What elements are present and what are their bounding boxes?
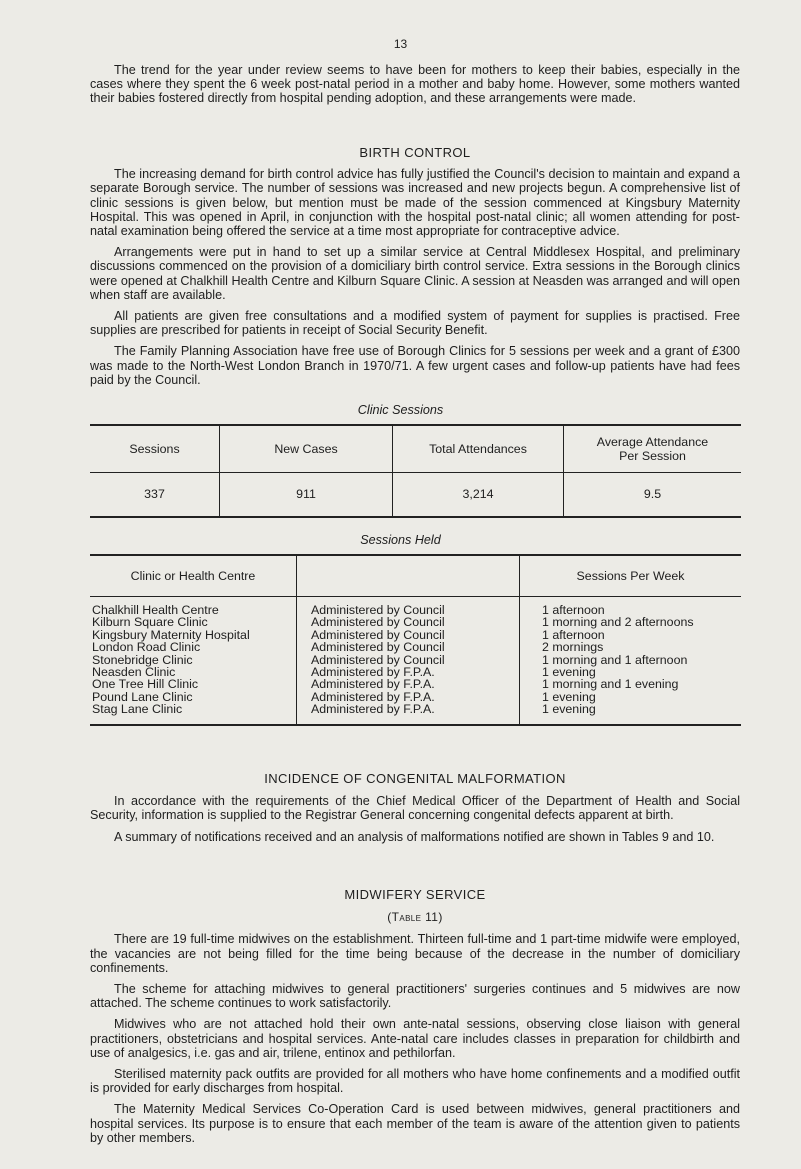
- clinic-name: London Road Clinic: [92, 640, 201, 655]
- congenital-paragraph-2: A summary of notifications received and an analysis of malformations notified are shown in Tables 9 and 10.: [114, 829, 715, 844]
- administered-by: Administered by Council: [311, 627, 445, 642]
- administered-by: Administered by F.P.A.: [311, 702, 435, 717]
- sessions-per-week: 1 evening: [542, 702, 596, 717]
- sessions-held-table: [90, 554, 741, 726]
- midwifery-heading: MIDWIFERY SERVICE: [344, 887, 486, 902]
- sessions-per-week: 2 mornings: [542, 640, 604, 655]
- clinic-name: Chalkhill Health Centre: [92, 603, 219, 617]
- congenital-section: [90, 772, 740, 844]
- administered-by: Administered by Council: [311, 603, 445, 617]
- birth-control-paragraph-3: All patients are given free consultations and a modified system of payment for supplies is practised. Free supplies are prescribed for patients in receipt of Social Security Benefit.: [90, 309, 740, 338]
- administered-by: Administered by Council: [311, 652, 445, 667]
- birth-control-heading: BIRTH CONTROL: [359, 145, 471, 160]
- clinic-name: Kilburn Square Clinic: [92, 615, 208, 630]
- midwifery-paragraph-4: Sterilised maternity pack outfits are provided for all mothers who have home confinements and a modified outfit is provided for early discharges from hospital.: [90, 1067, 740, 1096]
- clinic-name: Pound Lane Clinic: [92, 689, 193, 704]
- clinic-name-column: [90, 597, 297, 725]
- clinic-name: Neasden Clinic: [92, 664, 176, 679]
- intro-paragraph: The trend for the year under review seems to have been for mothers to keep their babies, especially in the cases where they spent the 6 week post-natal period in a mother and baby home. However, some mothers wanted their babies fostered directly from hospital pending adoption, and these arrangements were made.: [90, 63, 740, 106]
- sessions-per-week: 1 afternoon: [542, 627, 605, 642]
- column-header: New Cases: [220, 425, 393, 473]
- congenital-paragraph-1: In accordance with the requirements of the Chief Medical Officer of the Department of Health and Social Security, information is supplied to the Registrar General concerning congenital defects apparent at birth.: [90, 794, 740, 823]
- page-number: 13: [393, 37, 408, 51]
- table-header-row: [90, 425, 741, 473]
- table-cell: 337: [90, 473, 220, 518]
- birth-control-paragraph-1: The increasing demand for birth control advice has fully justified the Council's decision to maintain and expand a separate Borough service. The number of sessions was increased and new projects begun. A comprehensive list of clinic sessions is given below, but mention must be made of the session commenced at Kingsbury Maternity Hospital. This was opened in April, in conjunction with the hospital post-natal clinic; all women attending for post-natal examination being offered the service at a time most appropriate for contraceptive advice.: [90, 167, 740, 239]
- table-header-row: [90, 555, 741, 597]
- column-header: [297, 555, 520, 597]
- column-header: [564, 425, 742, 473]
- clinic-sessions-caption: Clinic Sessions: [357, 403, 444, 417]
- column-header: Sessions: [90, 425, 220, 473]
- midwifery-paragraph-5: The Maternity Medical Services Co-Operation Card is used between midwives, general practitioners and hospital services. Its purpose is to ensure that each member of the team is aware of the attention given to patients by other members.: [90, 1102, 740, 1145]
- sessions-per-week: 1 evening: [542, 664, 596, 679]
- administered-by-column: [297, 597, 520, 725]
- clinic-name: Stag Lane Clinic: [92, 702, 183, 717]
- sessions-held-caption: Sessions Held: [360, 533, 441, 547]
- administered-by: Administered by F.P.A.: [311, 664, 435, 679]
- column-header: Total Attendances: [393, 425, 564, 473]
- sessions-per-week: 1 evening: [542, 689, 596, 704]
- congenital-heading: INCIDENCE OF CONGENITAL MALFORMATION: [264, 771, 566, 786]
- birth-control-paragraph-2: Arrangements were put in hand to set up a similar service at Central Middlesex Hospital, and preliminary discussions commenced on the provision of a domiciliary birth control service. Extra sessions in the Borough clinics were opened at Chalkhill Health Centre and Kilburn Square Clinic. A session at Neasden was arranged and will open when staff are available.: [90, 245, 740, 302]
- midwifery-subheading: (Table 11): [387, 910, 443, 925]
- sessions-per-week: 1 afternoon: [542, 603, 605, 617]
- clinic-name: One Tree Hill Clinic: [92, 677, 199, 692]
- midwifery-paragraph-1: There are 19 full-time midwives on the establishment. Thirteen full-time and 1 part-time midwife were employed, the vacancies are not being filled for the time being because of the decrease in the number of domiciliary confinements.: [90, 932, 740, 975]
- birth-control-paragraph-4: The Family Planning Association have free use of Borough Clinics for 5 sessions per week and a grant of £300 was made to the North-West London Branch in 1970/71. A few urgent cases and follow-up patients have had fees paid by the Council.: [90, 344, 740, 387]
- sessions-per-week: 1 morning and 1 evening: [542, 677, 679, 692]
- administered-by: Administered by F.P.A.: [311, 677, 435, 692]
- administered-by: Administered by F.P.A.: [311, 689, 435, 704]
- birth-control-section: [90, 146, 740, 387]
- column-header: Clinic or Health Centre: [90, 555, 297, 597]
- table-row: [90, 473, 741, 518]
- clinic-name: Stonebridge Clinic: [92, 652, 193, 667]
- intro-section: [90, 63, 740, 106]
- midwifery-paragraph-3: Midwives who are not attached hold their own ante-natal sessions, observing close liaison with general practitioners, obstetricians and hospital services. Ante-natal care includes classes in preparation for childbirth and use of analgesics, i.e. gas and air, trilene, entinox and pethilorfan.: [90, 1017, 740, 1060]
- table-row: [90, 597, 741, 725]
- administered-by: Administered by Council: [311, 640, 445, 655]
- administered-by: Administered by Council: [311, 615, 445, 630]
- clinic-name: Kingsbury Maternity Hospital: [92, 627, 250, 642]
- midwifery-paragraph-2: The scheme for attaching midwives to general practitioners' surgeries continues and 5 midwives are now attached. The scheme continues to work satisfactorily.: [90, 982, 740, 1011]
- table-cell: 9.5: [643, 487, 662, 502]
- column-header-text: Average Attendance Per Session: [596, 435, 709, 463]
- sessions-per-week-column: [520, 597, 742, 725]
- clinic-sessions-table: [90, 424, 741, 518]
- column-header: Sessions Per Week: [520, 555, 742, 597]
- table-cell: 911: [220, 473, 393, 518]
- sessions-per-week: 1 morning and 2 afternoons: [542, 615, 694, 630]
- sessions-per-week: 1 morning and 1 afternoon: [542, 652, 688, 667]
- table-cell: 3,214: [393, 473, 564, 518]
- midwifery-section: [90, 888, 740, 1145]
